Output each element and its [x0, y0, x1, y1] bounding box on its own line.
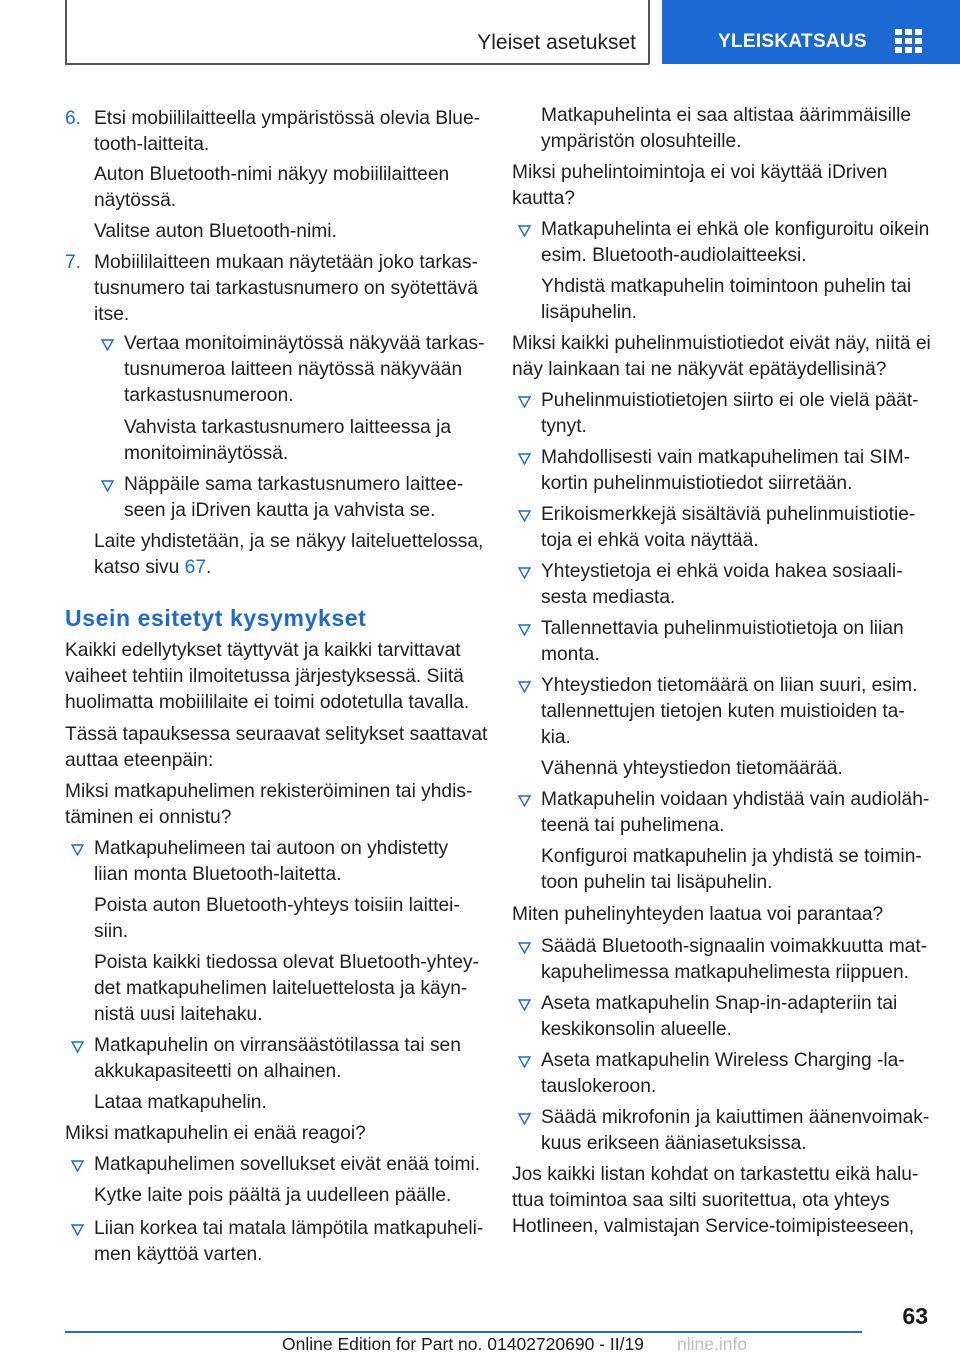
paragraph-line: Matkapuhelin voidaan yhdistää vain audioläh- — [541, 789, 930, 810]
bullet-triangle-icon — [518, 225, 531, 238]
paragraph-line: monta. — [541, 643, 600, 665]
paragraph-line: Poista auton Bluetooth-yhteys toisiin laittei- — [94, 895, 460, 916]
paragraph-line: kautta? — [512, 187, 575, 209]
header-bottom-rule — [65, 63, 649, 65]
paragraph-line: lisäpuhelin. — [541, 301, 638, 323]
paragraph-line: Miksi matkapuhelin ei enää reagoi? — [65, 1123, 366, 1144]
paragraph-line: det matkapuhelimen laiteluettelosta ja käyn- — [94, 977, 468, 999]
header-divider — [648, 0, 650, 64]
paragraph-line: Mobiililaitteen mukaan näytetään joko tarkas- — [94, 252, 478, 273]
paragraph-line: kuus erikseen ääniasetuksissa. — [541, 1132, 807, 1154]
paragraph-line: Jos kaikki listan kohdat on tarkastettu eikä halu- — [512, 1164, 919, 1185]
paragraph-line: Tallennettavia puhelinmuistiotietoja on liian — [541, 618, 904, 639]
bullet-triangle-icon — [518, 795, 531, 808]
paragraph-line: Miksi kaikki puhelinmuistiotiedot eivät näy, niitä ei — [512, 333, 931, 354]
bullet-triangle-icon — [71, 844, 84, 857]
paragraph-line: Aseta matkapuhelin Wireless Charging -la- — [541, 1050, 905, 1071]
page-number: 63 — [902, 1303, 928, 1329]
paragraph-line: Miten puhelinyhteyden laatua voi parantaa? — [512, 904, 884, 925]
paragraph-line: itse. — [94, 303, 130, 325]
paragraph-line: toja ei ehkä voita näyttää. — [541, 529, 759, 551]
paragraph-line: Näppäile sama tarkastusnumero laittee- — [124, 474, 464, 495]
paragraph-line: Yhdistä matkapuhelin toimintoon puhelin tai — [541, 276, 912, 297]
paragraph-line: Laite yhdistetään, ja se näkyy laiteluettelossa, — [94, 531, 484, 552]
paragraph-line: Tässä tapauksessa seuraavat selitykset saattavat — [65, 724, 488, 745]
paragraph-line: Hotlineen, valmistajan Service-toimipisteeseen, — [512, 1215, 915, 1237]
step-number: 6. — [65, 108, 82, 129]
paragraph-line: huolimatta mobiililaite ei toimi odotetulla tavalla. — [65, 691, 470, 713]
suffix-text: . — [206, 556, 212, 578]
bullet-triangle-icon — [71, 1224, 84, 1237]
paragraph-line: sesta mediasta. — [541, 586, 676, 608]
paragraph-line: monitoiminäytössä. — [124, 442, 289, 464]
paragraph-line: Vertaa monitoiminäytössä näkyvää tarkas- — [124, 333, 485, 354]
paragraph-line: Erikoismerkkejä sisältäviä puhelinmuistiotie- — [541, 504, 916, 525]
paragraph-line: Matkapuhelinta ei saa altistaa äärimmäisille — [541, 105, 912, 126]
bullet-triangle-icon — [518, 453, 531, 466]
paragraph-line: Poista kaikki tiedossa olevat Bluetooth-yhtey- — [94, 952, 480, 973]
watermark: nline.info — [677, 1334, 748, 1354]
grid-icon — [895, 29, 923, 53]
paragraph-line: Liian korkea tai matala lämpötila matkapuheli- — [94, 1218, 484, 1239]
paragraph-line: akkukapasiteetti on alhainen. — [94, 1060, 342, 1082]
edition-text: Online Edition for Part no. 01402720690 - II/19 — [282, 1334, 644, 1354]
paragraph-line: keskikonsolin alueelle. — [541, 1018, 732, 1040]
paragraph-line: teenä tai puhelimena. — [541, 814, 725, 836]
paragraph-line: tallennettujen tietojen kuten muistioiden ta- — [541, 700, 905, 722]
paragraph-line: kapuhelimessa matkapuhelimesta riippuen. — [541, 961, 909, 983]
bullet-triangle-icon — [101, 339, 114, 352]
bullet-triangle-icon — [518, 1113, 531, 1126]
paragraph-line: toon puhelin tai lisäpuhelin. — [541, 871, 773, 893]
paragraph-line: Mahdollisesti vain matkapuhelimen tai SIM- — [541, 447, 910, 468]
bullet-triangle-icon — [518, 510, 531, 523]
paragraph-line: tynyt. — [541, 415, 587, 437]
paragraph-line: liian monta Bluetooth-laitetta. — [94, 863, 342, 885]
paragraph-line: näy lainkaan tai ne näkyvät epätäydellisinä? — [512, 358, 887, 380]
paragraph-line: tusnumero tai tarkastusnumero on syötettävä — [94, 277, 478, 299]
bullet-triangle-icon — [71, 1160, 84, 1173]
paragraph-line — [94, 555, 211, 581]
paragraph-line: Puhelinmuistiotietojen siirto ei ole vielä päät- — [541, 390, 919, 411]
overview-tab-label: YLEISKATSAUS — [718, 31, 867, 52]
paragraph-line: tusnumeroa laitteen näytössä näkyvään — [124, 358, 463, 380]
bullet-triangle-icon — [518, 567, 531, 580]
paragraph-line: Yhteystietoja ei ehkä voida hakea sosiaali- — [541, 561, 903, 582]
bullet-triangle-icon — [518, 999, 531, 1012]
paragraph-line: tarkastusnumeroon. — [124, 384, 294, 406]
paragraph-line: Etsi mobiililaitteella ympäristössä olevia Blue- — [94, 108, 481, 129]
paragraph-line: Kytke laite pois päältä ja uudelleen päälle. — [94, 1185, 452, 1206]
paragraph-line: kortin puhelinmuistiotiedot siirretään. — [541, 472, 853, 494]
paragraph-line: Vähennä yhteystiedon tietomäärää. — [541, 758, 843, 779]
paragraph-line: Lataa matkapuhelin. — [94, 1092, 267, 1113]
paragraph-line: Matkapuhelimeen tai autoon on yhdistetty — [94, 838, 449, 859]
paragraph-line: täminen ei onnistu? — [65, 806, 232, 828]
bullet-triangle-icon — [71, 1041, 84, 1054]
paragraph-line: auttaa eteenpäin: — [65, 749, 214, 771]
bullet-triangle-icon — [518, 681, 531, 694]
prefix-text: katso sivu — [94, 556, 185, 578]
paragraph-line: seen ja iDriven kautta ja vahvista se. — [124, 499, 436, 521]
paragraph-line: kia. — [541, 726, 571, 748]
bullet-triangle-icon — [518, 942, 531, 955]
paragraph-line: Miksi matkapuhelimen rekisteröiminen tai yhdis- — [65, 781, 473, 802]
faq-heading: Usein esitetyt kysymykset — [65, 605, 367, 631]
paragraph-line: vaiheet tehtiin ilmoitetussa järjestyksessä. Siitä — [65, 665, 464, 687]
paragraph-line: Matkapuhelin on virransäästötilassa tai sen — [94, 1035, 461, 1056]
footer-rule — [65, 1331, 862, 1333]
bullet-triangle-icon — [518, 624, 531, 637]
step-number: 7. — [65, 252, 82, 273]
overview-tab[interactable] — [662, 0, 960, 64]
paragraph-line: Säädä mikrofonin ja kaiuttimen äänenvoimak- — [541, 1107, 930, 1128]
section-title[interactable]: Yleiset asetukset — [477, 31, 636, 54]
paragraph-line: Säädä Bluetooth-signaalin voimakkuutta mat- — [541, 936, 928, 957]
bullet-triangle-icon — [518, 1056, 531, 1069]
paragraph-line: Kaikki edellytykset täyttyvät ja kaikki tarvittavat — [65, 640, 461, 661]
paragraph-line: Miksi puhelintoimintoja ei voi käyttää iDriven — [512, 162, 888, 183]
paragraph-line: siin. — [94, 920, 129, 942]
paragraph-line: Matkapuhelimen sovellukset eivät enää toimi. — [94, 1154, 481, 1175]
paragraph-line: Valitse auton Bluetooth-nimi. — [94, 221, 337, 242]
page-link[interactable]: 67 — [184, 556, 206, 578]
paragraph-line: Matkapuhelinta ei ehkä ole konfiguroitu oikein — [541, 219, 930, 240]
paragraph-line: esim. Bluetooth-audiolaitteeksi. — [541, 244, 807, 266]
bullet-triangle-icon — [101, 480, 114, 493]
paragraph-line: tauslokeroon. — [541, 1075, 657, 1097]
paragraph-line: näytössä. — [94, 189, 177, 211]
paragraph-line: ympäristön olosuhteille. — [541, 130, 742, 152]
paragraph-line: ttua toimintoa saa silti suoritettua, ota yhteys — [512, 1189, 890, 1211]
paragraph-line: nistä uusi laitehaku. — [94, 1003, 263, 1025]
paragraph-line: tooth-laitteita. — [94, 133, 210, 155]
paragraph-line: Yhteystiedon tietomäärä on liian suuri, esim. — [541, 675, 918, 696]
paragraph-line: Aseta matkapuhelin Snap-in-adapteriin tai — [541, 993, 898, 1014]
bullet-triangle-icon — [518, 396, 531, 409]
paragraph-line: Vahvista tarkastusnumero laitteessa ja — [124, 417, 452, 438]
paragraph-line: men käyttöä varten. — [94, 1243, 263, 1265]
paragraph-line: Auton Bluetooth-nimi näkyy mobiililaitteen — [94, 164, 450, 185]
paragraph-line: Konfiguroi matkapuhelin ja yhdistä se toimin- — [541, 846, 922, 867]
